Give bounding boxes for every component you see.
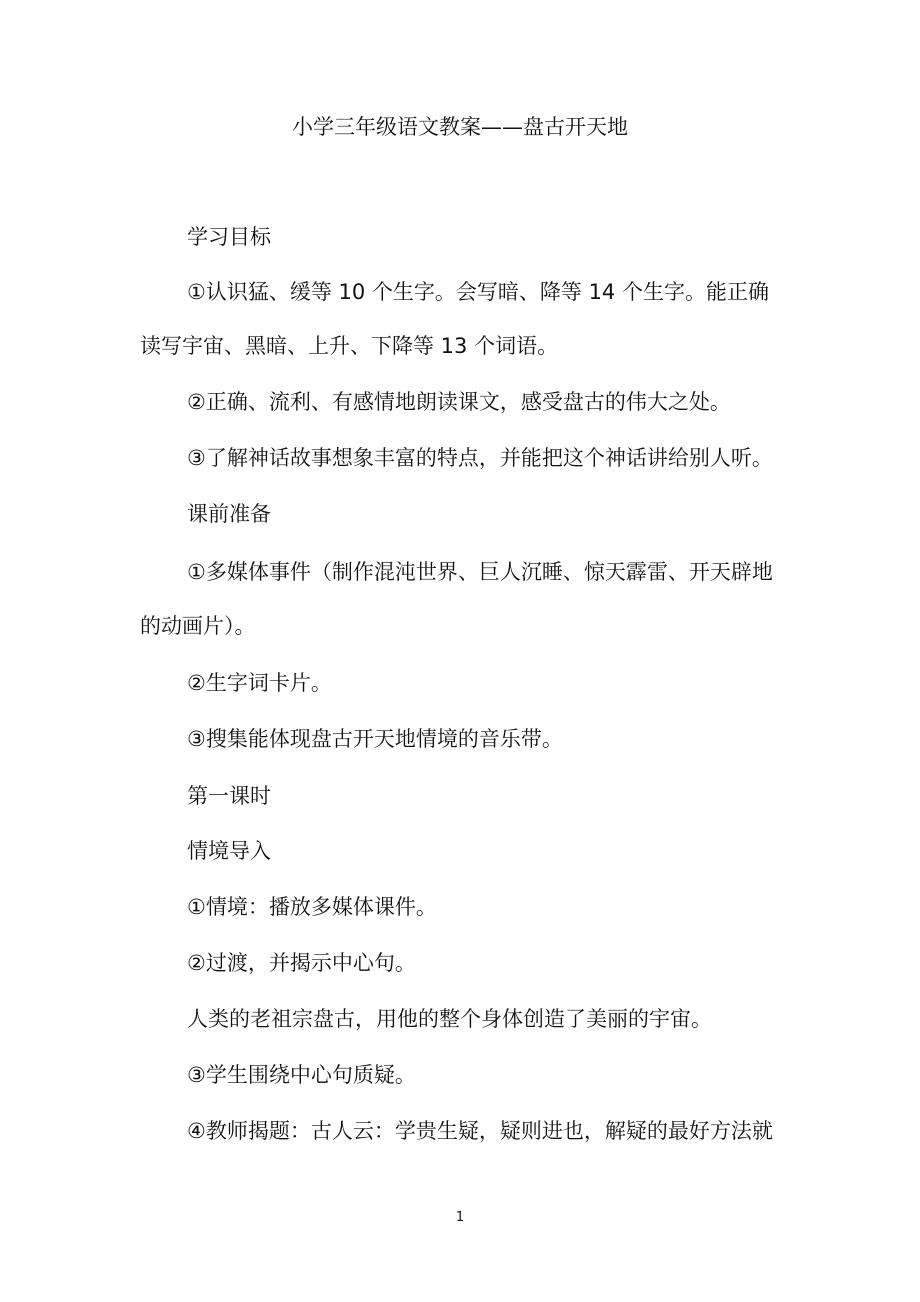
paragraph-line: ②正确、流利、有感情地朗读课文，感受盘古的伟大之处。 <box>187 390 731 414</box>
paragraph-line: ②过渡，并揭示中心句。 <box>187 951 416 975</box>
document-title: 小学三年级语文教案——盘古开天地 <box>292 115 628 139</box>
page-number: 1 <box>455 1210 465 1225</box>
paragraph-line: ①情境：播放多媒体课件。 <box>187 895 437 919</box>
paragraph-line: ①多媒体事件（制作混沌世界、巨人沉睡、惊天霹雷、开天辟地 <box>187 560 773 584</box>
paragraph-line: ③了解神话故事想象丰富的特点，并能把这个神话讲给别人听。 <box>187 446 773 470</box>
heading-learning-goals: 学习目标 <box>187 225 271 249</box>
heading-introduction: 情境导入 <box>187 839 271 863</box>
paragraph-line: ③学生围绕中心句质疑。 <box>187 1063 416 1087</box>
paragraph-line: ②生字词卡片。 <box>187 671 332 695</box>
paragraph-line: ①认识猛、缓等 10 个生字。会写暗、降等 14 个生字。能正确 <box>187 280 769 304</box>
heading-first-lesson: 第一课时 <box>187 784 271 808</box>
heading-preparation: 课前准备 <box>187 502 271 526</box>
paragraph-line: ③搜集能体现盘古开天地情境的音乐带。 <box>187 727 563 751</box>
paragraph-line: 人类的老祖宗盘古，用他的整个身体创造了美丽的宇宙。 <box>187 1007 712 1031</box>
paragraph-line: 的动画片）。 <box>140 614 256 638</box>
paragraph-line: 读写宇宙、黑暗、上升、下降等 13 个词语。 <box>140 334 559 358</box>
paragraph-line: ④教师揭题：古人云：学贵生疑，疑则进也，解疑的最好方法就 <box>187 1119 773 1143</box>
